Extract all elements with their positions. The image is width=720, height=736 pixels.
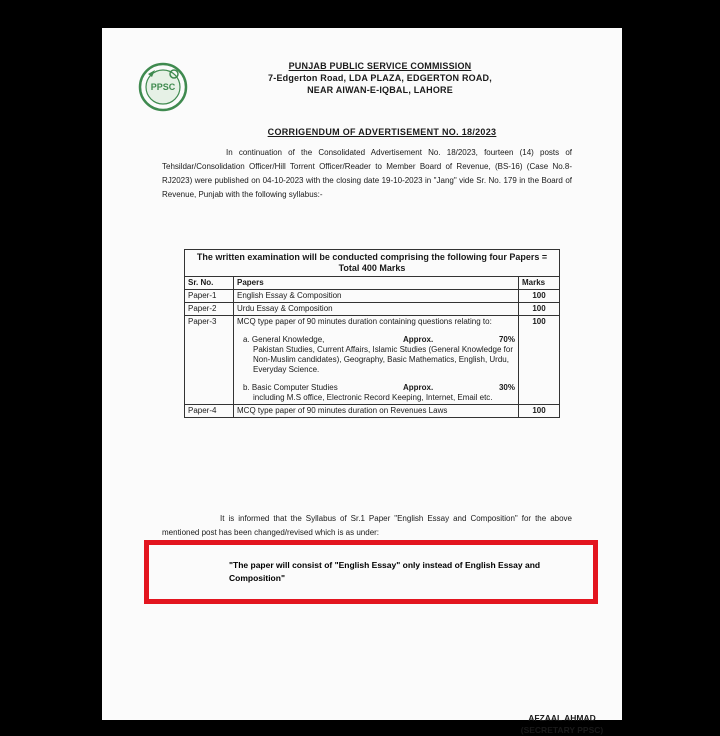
signature-block xyxy=(512,712,612,736)
row-sr: Paper-1 xyxy=(185,290,234,303)
subpart-percent: 30% xyxy=(498,383,515,392)
header-marks: Marks xyxy=(519,277,560,290)
header-papers: Papers xyxy=(234,277,519,290)
table-row xyxy=(185,405,560,418)
row-sr: Paper-2 xyxy=(185,303,234,316)
row-paper: MCQ type paper of 90 minutes duration on Revenues Laws xyxy=(234,405,519,418)
header-sr-no: Sr. No. xyxy=(185,277,234,290)
subpart-percent: 70% xyxy=(498,335,515,344)
svg-text:PPSC: PPSC xyxy=(150,82,176,92)
subpart-approx: Approx. xyxy=(403,335,434,344)
letterhead xyxy=(220,60,540,96)
subpart-approx: Approx. xyxy=(403,383,434,392)
document-subject: CORRIGENDUM OF ADVERTISEMENT NO. 18/2023 xyxy=(267,127,497,137)
subpart-general-knowledge xyxy=(243,335,515,375)
signatory-title: (SECRETARY PPSC) xyxy=(520,725,604,735)
subpart-desc: Pakistan Studies, Current Affairs, Islamic Studies (General Knowledge for Non-Muslim candidates), Geography, Basic Mathematics, English, Urdu, Everyday Science. xyxy=(253,345,513,374)
row-paper-mcq xyxy=(234,316,519,405)
row-marks: 100 xyxy=(519,303,560,316)
intro-paragraph: In continuation of the Consolidated Advertisement No. 18/2023, fourteen (14) posts of Tehsildar/Consolidation Officer/Hill Torrent Officer/Reader to Member Board of Revenue, (BS-16) (Case No.8-RJ2023) were published on 04-10-2023 with the closing date 19-10-2023 in "Jang" vide Sr. No. 179 in the Board of Revenue, Punjab with the following syllabus:- xyxy=(162,148,572,199)
row-paper: Urdu Essay & Composition xyxy=(234,303,519,316)
table-caption: The written examination will be conducted comprising the following four Papers = Total 400 Marks xyxy=(185,250,560,277)
highlight-quote: "The paper will consist of "English Essay" only instead of English Essay and Composition" xyxy=(229,560,541,583)
document-page xyxy=(102,28,622,735)
exam-papers-table xyxy=(184,249,560,418)
ppsc-logo-icon xyxy=(138,62,188,112)
row-sr: Paper-4 xyxy=(185,405,234,418)
org-name: PUNJAB PUBLIC SERVICE COMMISSION xyxy=(288,61,472,71)
table-row xyxy=(185,316,560,405)
subpart-title: b. Basic Computer Studies xyxy=(243,383,338,392)
row-marks: 100 xyxy=(519,405,560,418)
table-row xyxy=(185,290,560,303)
table-row xyxy=(185,303,560,316)
subpart-computer-studies xyxy=(243,383,515,403)
row-paper: MCQ type paper of 90 minutes duration containing questions relating to: xyxy=(237,317,492,326)
signatory-name: AFZAAL AHMAD xyxy=(528,713,596,723)
notice-paragraph: It is informed that the Syllabus of Sr.1 Paper "English Essay and Composition" for the above mentioned post has been changed/revised which is as under: xyxy=(162,514,572,537)
row-paper: English Essay & Composition xyxy=(234,290,519,303)
address-line-1: 7-Edgerton Road, LDA PLAZA, EDGERTON ROAD, xyxy=(268,73,492,83)
row-marks: 100 xyxy=(519,290,560,303)
subpart-desc: including M.S office, Electronic Record Keeping, Internet, Email etc. xyxy=(253,393,493,402)
address-line-2: NEAR AIWAN-E-IQBAL, LAHORE xyxy=(307,85,453,95)
row-marks: 100 xyxy=(519,316,560,405)
subpart-title: a. General Knowledge, xyxy=(243,335,325,344)
row-sr: Paper-3 xyxy=(185,316,234,405)
highlight-box xyxy=(144,540,598,604)
